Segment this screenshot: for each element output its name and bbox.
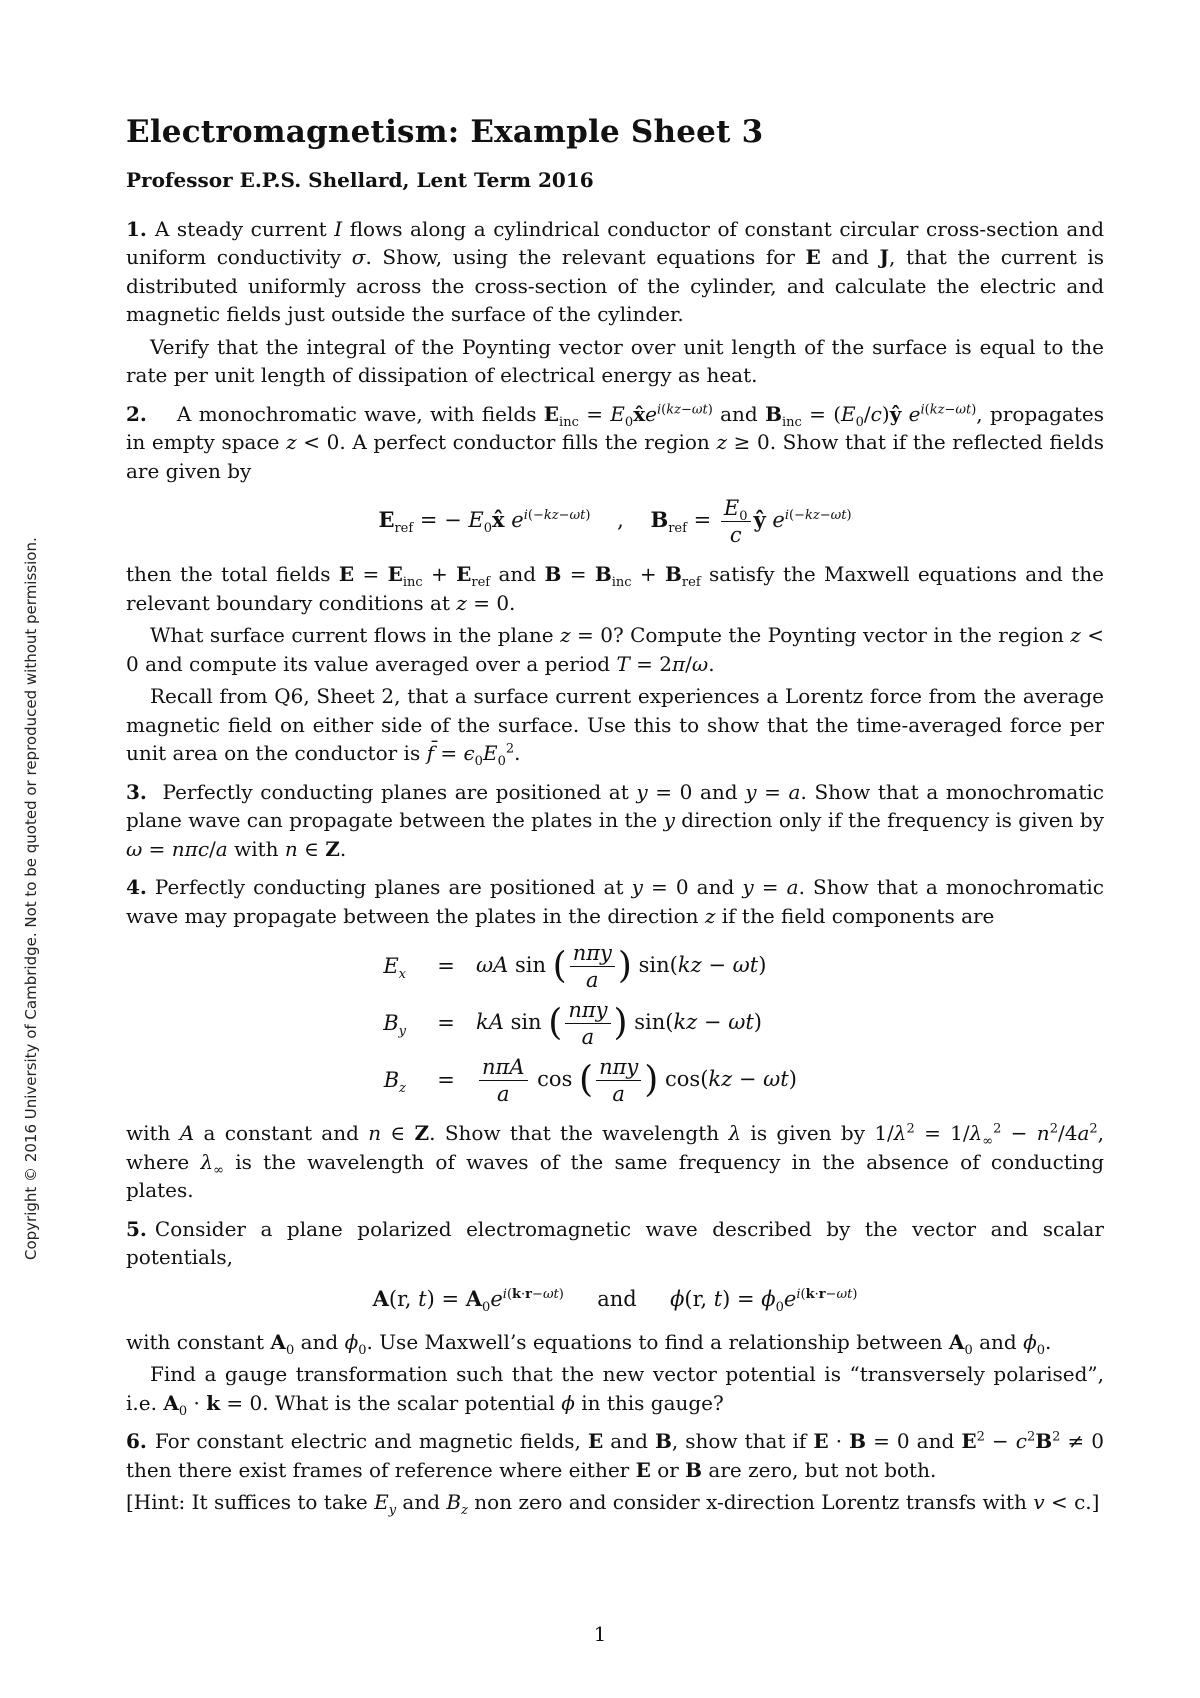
problem-number: 6. (126, 1429, 147, 1453)
problem-5-text: 5. Consider a plane polarized electromagnetic wave described by the vector and scalar potentials, (126, 1216, 1104, 1269)
problem-5-text-c: Find a gauge transformation such that the new vector potential is “transversely polarised”, i.e. $A_0 \cdot k = 0$. What is the scalar potential ϕ in this gauge? (126, 1362, 1104, 1419)
page-title: Electromagnetism: Example Sheet 3 (126, 114, 764, 150)
problem-2-text-b: then the total fields $E = E_{inc} + E_{ref}$ and $B = B_{inc} + B_{ref}$ satisfy the Maxwell equations and the relevant boundary conditions at z = 0. (126, 562, 1104, 615)
problem-5 (126, 1215, 1104, 1418)
problem-number: 1. (126, 216, 147, 241)
problem-1-part-b: Verify that the integral of the Poynting vector over unit length of the surface is equal to the rate per unit length of dissipation of electrical energy as heat. (126, 334, 1104, 387)
problem-number: 4. (126, 875, 147, 899)
problem-6-hint: [Hint: It suffices to take $E_y$ and $B_z$ non zero and consider x-direction Lorentz transfs with v < c.] (126, 1490, 1100, 1518)
problem-6 (126, 1427, 1104, 1517)
problem-3 (126, 778, 1104, 864)
problem-1-text: 1. A steady current I flows along a cylindrical conductor of constant circular cross-section and uniform conductivity σ. Show, using the relevant equations for E and J, that the current is distributed uniformly across the cross-section of the cylinder, and calculate the electric and magnetic fields just outside the surface of the cylinder. (126, 216, 1104, 326)
problem-number: 2. (126, 401, 147, 426)
potentials-equation: A(r, $t) = A_0e^{i(k\cdot r-\omega t)}$ and ϕ(r, $t) = \phi_0e^{i(k\cdot r-\omega t)}$ (372, 1285, 858, 1315)
problem-3-text: 3. Perfectly conducting planes are positioned at y = 0 and y = a. Show that a monochromatic plane wave can propagate between the plates in the y direction only if the frequency is given by ω = nπc/a with n ∈ Z. (126, 779, 1104, 861)
problem-2-text-d: Recall from Q6, Sheet 2, that a surface current experiences a Lorentz force from the average magnetic field on either side of the surface. Use this to show that the time-averaged force per unit area on the conductor is f̄ = $\epsilon_0E_0^2$. (126, 684, 1104, 769)
problem-6-text: 6. For constant electric and magnetic fields, E and B, show that if E · B = 0 and $E^2 - c^2B^2 \ne 0$ then there exist frames of reference where either E or B are zero, but not both. (126, 1429, 1105, 1482)
problem-1 (126, 215, 1104, 390)
problem-5-text-b: with constant $A_0$ and $\phi_0$. Use Maxwell’s equations to find a relationship between $A_0$ and $\phi_0$. (126, 1329, 1052, 1358)
field-components-equations: $E_x$ = ωA sin ( $\frac{\text{nπy}}{a}$ ) sin(kz − ωt) $B_y$ = kA sin ( $\frac{\text{nπy}}{a}$ ) sin(kz − ωt) $B_z$ = $\frac{\text{nπA}}{a}$ cos ( $\frac{\text{nπy}}{a}$ ) cos(kz − ωt) (383, 941, 797, 1106)
copyright-notice: Copyright © 2016 University of Cambridge. Not to be quoted or reproduced without permission. (22, 537, 40, 1260)
author-term: Professor E.P.S. Shellard, Lent Term 2016 (126, 168, 594, 192)
problem-4-text: 4. Perfectly conducting planes are positioned at y = 0 and y = a. Show that a monochromatic wave may propagate between the plates in the direction z if the field components are (126, 875, 1104, 928)
reflected-fields-equation: $E_{ref}$ = − $E_0x̂$ $e^{i(-kz-\omega t)}$ , $B_{ref}$ = $\frac{E_0}{c}$ ŷ $e^{i(-kz-\omega t)}$ (378, 496, 852, 547)
problem-4-text-b: with A a constant and n ∈ Z. Show that the wavelength λ is given by $1/\lambda^2 = 1/\lambda_\infty^2 - n^2/4a^2$, where $\lambda_\infty$ is the wavelength of waves of the same frequency in the absence of conducting plates. (126, 1121, 1105, 1202)
problem-2-text: 2. A monochromatic wave, with fields $E_{inc}$ = $E_0x̂e^{i(kz-\omega t)}$ and $B_{inc}$ = $(E_0/c)ŷ$ $e^{i(kz-\omega t)}$, propagates in empty space z < 0. A perfect conductor fills the region z ≥ 0. Show that if the reflected fields are given by (126, 401, 1104, 483)
problem-number: 5. (126, 1216, 147, 1241)
page-content (126, 112, 1104, 1527)
problem-number: 3. (126, 779, 147, 804)
problem-2-text-c: What surface current flows in the plane z = 0? Compute the Poynting vector in the region z < 0 and compute its value averaged over a period T = 2π/ω. (126, 623, 1105, 676)
problem-4 (126, 873, 1104, 1205)
page-number: 1 (593, 1622, 607, 1646)
problem-2 (126, 400, 1104, 768)
